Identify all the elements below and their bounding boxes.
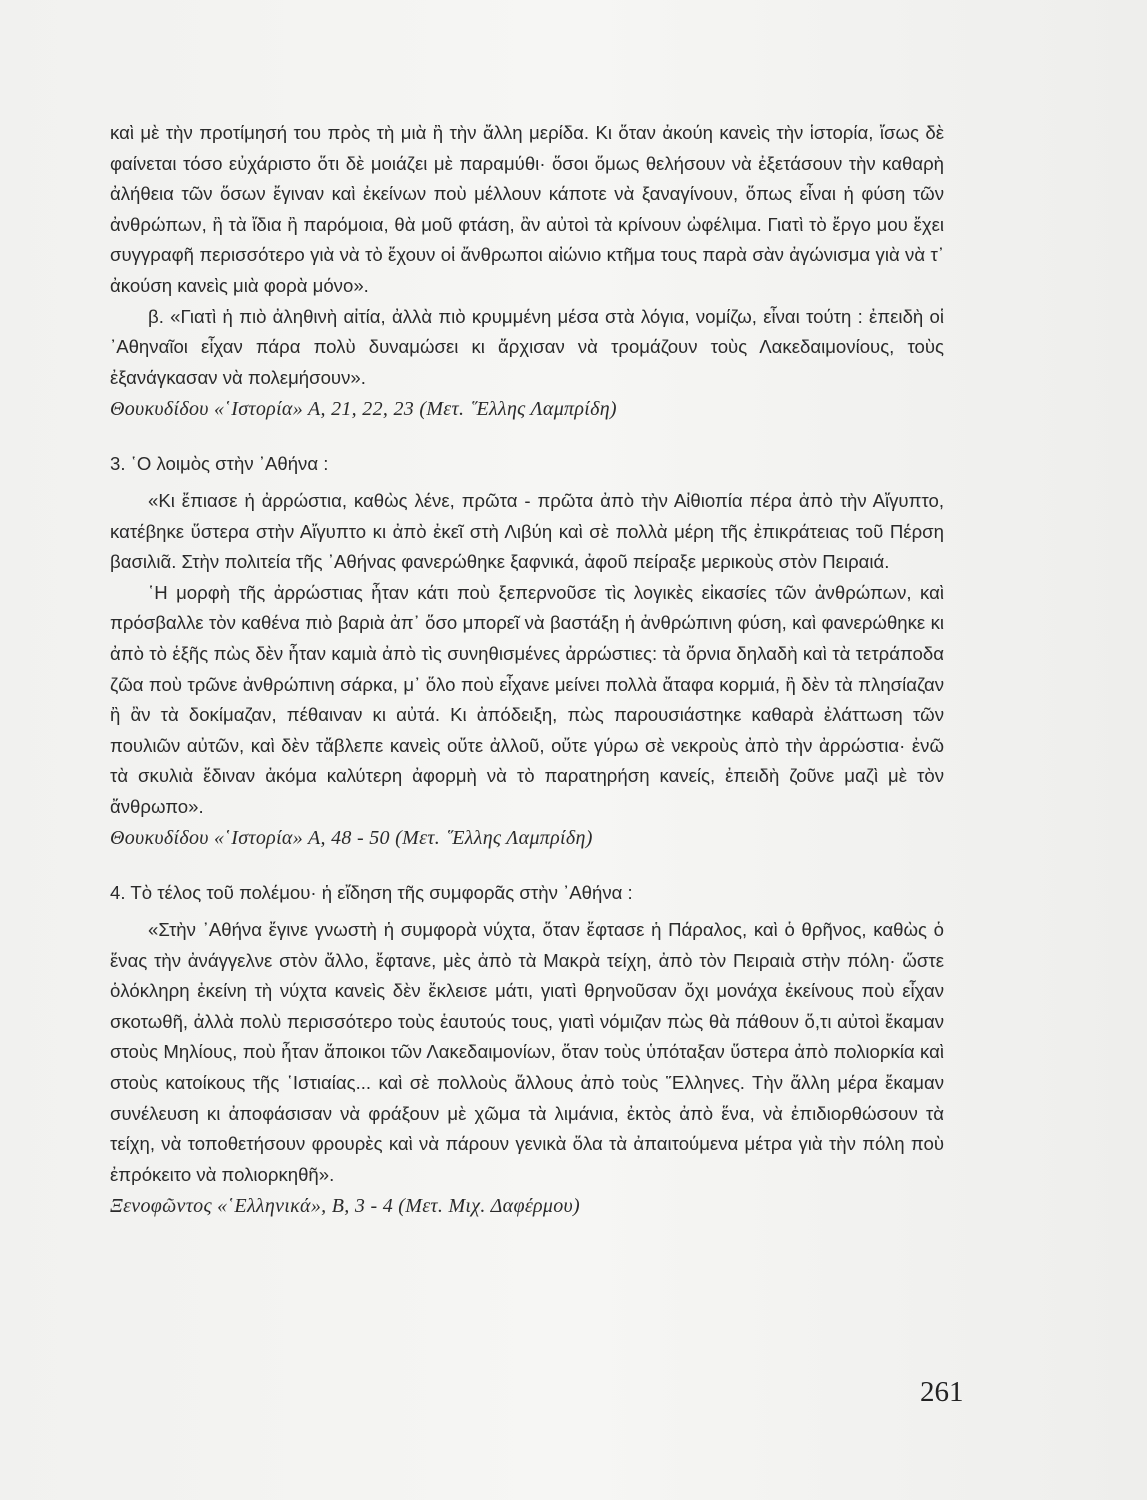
- section2-citation: Θουκυδίδου «῾Ιστορία» Α, 21, 22, 23 (Μετ. ῞Ελλης Λαμπρίδη): [110, 398, 617, 421]
- page-body: [110, 118, 944, 1222]
- section3-paragraph-1: «Κι ἔπιασε ἡ ἀρρώστια, καθὼς λένε, πρῶτα - πρῶτα ἀπὸ τὴν Αἰθιοπία πέρα ἀπὸ τὴν Αἴγυπτο, κατέβηκε ὕστερα στὴν Αἴγυπτο κι ἀπὸ ἐκεῖ στὴ Λιβύη καὶ σὲ πολλὰ μέρη τῆς ἐπικράτειας τοῦ Πέρση βασιλιᾶ. Στὴν πολιτεία τῆς ᾿Αθήνας φανερώθηκε ξαφνικά, ἀφοῦ πείραξε μερικοὺς στὸν Πειραιά.: [110, 489, 944, 573]
- page-number: 261: [920, 1376, 964, 1408]
- section4-heading: 4. Τὸ τέλος τοῦ πολέμου· ἡ εἴδηση τῆς συμφορᾶς στὴν ᾿Αθήνα :: [110, 882, 633, 904]
- section2-continued-paragraph: καὶ μὲ τὴν προτίμησή του πρὸς τὴ μιὰ ἢ τὴν ἄλλη μερίδα. Κι ὅταν ἀκούη κανεὶς τὴν ἱστορία, ἴσως δὲ φαίνεται τόσο εὐχάριστο ὅτι δὲ μοιάζει μὲ παραμύθι· ὅσοι ὅμως θελήσουν νὰ ἐξετάσουν τὴν καθαρὴ ἀλήθεια τῶν ὅσων ἔγιναν καὶ ἐκείνων ποὺ μέλλουν κάποτε νὰ ξαναγίνουν, ὅπως εἶναι ἡ φύση τῶν ἀνθρώπων, ἢ τὰ ἴδια ἢ παρόμοια, θὰ μοῦ φτάση, ἂν αὐτοὶ τὰ κρίνουν ὠφέλιμα. Γιατὶ τὸ ἔργο μου ἔχει συγγραφῆ περισσότερο γιὰ νὰ τὸ ἔχουν οἱ ἄνθρωποι αἰώνιο κτῆμα τους παρὰ σὰν ἀγώνισμα γιὰ νὰ τ᾿ ἀκούση κανεὶς μιὰ φορὰ μόνο».: [110, 122, 944, 296]
- section3-heading: 3. ῾Ο λοιμὸς στὴν ᾿Αθήνα :: [110, 453, 329, 475]
- section3-paragraph-2: ῾Η μορφὴ τῆς ἀρρώστιας ἦταν κάτι ποὺ ξεπερνοῦσε τὶς λογικὲς εἰκασίες τῶν ἀνθρώπων, καὶ πρόσβαλλε τὸν καθένα πιὸ βαριὰ ἀπ᾿ ὅσο μπορεῖ νὰ βαστάξη ἡ ἀνθρώπινη φύση, καὶ φανερώθηκε κι ἀπὸ τὸ ἑξῆς πὼς δὲν ἦταν καμιὰ ἀπὸ τὶς συνηθισμένες ἀρρώστιες: τὰ ὄρνια δηλαδὴ καὶ τὰ τετράποδα ζῶα ποὺ τρῶνε ἀνθρώπινη σάρκα, μ᾿ ὅλο ποὺ εἶχανε μείνει πολλὰ ἄταφα κορμιά, ἢ δὲν τὰ πλησίαζαν ἢ ἂν τὰ δοκίμαζαν, πέθαιναν κι αὐτά. Κι ἀπόδειξη, πὼς παρουσιάστηκε καθαρὰ ἐλάττωση τῶν πουλιῶν αὐτῶν, καὶ δὲν τἄβλεπε κανεὶς οὔτε ἀλλοῦ, οὔτε γύρω σὲ νεκροὺς ἀπὸ τὴν ἀρρώστια· ἐνῶ τὰ σκυλιὰ ἔδιναν ἀκόμα καλύτερη ἀφορμὴ νὰ τὸ παρατηρήση κανείς, ἐπειδὴ ζοῦνε μαζὶ μὲ τὸν ἄνθρωπο».: [110, 581, 944, 817]
- section3-citation: Θουκυδίδου «῾Ιστορία» Α, 48 - 50 (Μετ. ῞Ελλης Λαμπρίδη): [110, 827, 593, 850]
- section4-citation: Ξενοφῶντος «῾Ελληνικά», Β, 3 - 4 (Μετ. Μιχ. Δαφέρμου): [110, 1195, 580, 1218]
- section4-paragraph-1: «Στὴν ᾿Αθήνα ἔγινε γνωστὴ ἡ συμφορὰ νύχτα, ὅταν ἔφτασε ἡ Πάραλος, καὶ ὁ θρῆνος, καθὼς ὁ ἕνας τὴν ἀνάγγελνε στὸν ἄλλο, ἔφτανε, μὲς ἀπὸ τὰ Μακρὰ τείχη, ἀπὸ τὸν Πειραιὰ στὴν πόλη· ὥστε ὁλόκληρη ἐκείνη τὴ νύχτα κανεὶς δὲν ἔκλεισε μάτι, γιατὶ θρηνοῦσαν ὄχι μονάχα ἐκείνους ποὺ εἶχαν σκοτωθῆ, ἀλλὰ πολὺ περισσότερο τοὺς ἑαυτούς τους, γιατὶ νόμιζαν πὼς θὰ πάθουν ὅ,τι αὐτοὶ ἔκαμαν στοὺς Μηλίους, ποὺ ἦταν ἄποικοι τῶν Λακεδαιμονίων, ὅταν τοὺς ὑπόταξαν ὕστερα ἀπὸ πολιορκία καὶ στοὺς κατοίκους τῆς ῾Ιστιαίας... καὶ σὲ πολλοὺς ἄλλους ἀπὸ τοὺς ῞Ελληνες. Τὴν ἄλλη μέρα ἔκαμαν συνέλευση κι ἀποφάσισαν νὰ φράξουν μὲ χῶμα τὰ λιμάνια, ἐκτὸς ἀπὸ ἕνα, νὰ ἐπιδιορθώσουν τὰ τείχη, νὰ τοποθετήσουν φρουρὲς καὶ νὰ πάρουν γενικὰ ὅλα τὰ ἀπαιτούμενα μέτρα γιὰ τὴν πόλη ποὺ ἐπρόκειτο νὰ πολιορκηθῆ».: [110, 919, 944, 1185]
- section2-part-b-paragraph: β. «Γιατὶ ἡ πιὸ ἀληθινὴ αἰτία, ἀλλὰ πιὸ κρυμμένη μέσα στὰ λόγια, νομίζω, εἶναι τούτη : ἐπειδὴ οἱ ᾿Αθηναῖοι εἶχαν πάρα πολὺ δυναμώσει κι ἄρχισαν νὰ τρομάζουν τοὺς Λακεδαιμονίους, τοὺς ἐξανάγκασαν νὰ πολεμήσουν».: [110, 305, 944, 388]
